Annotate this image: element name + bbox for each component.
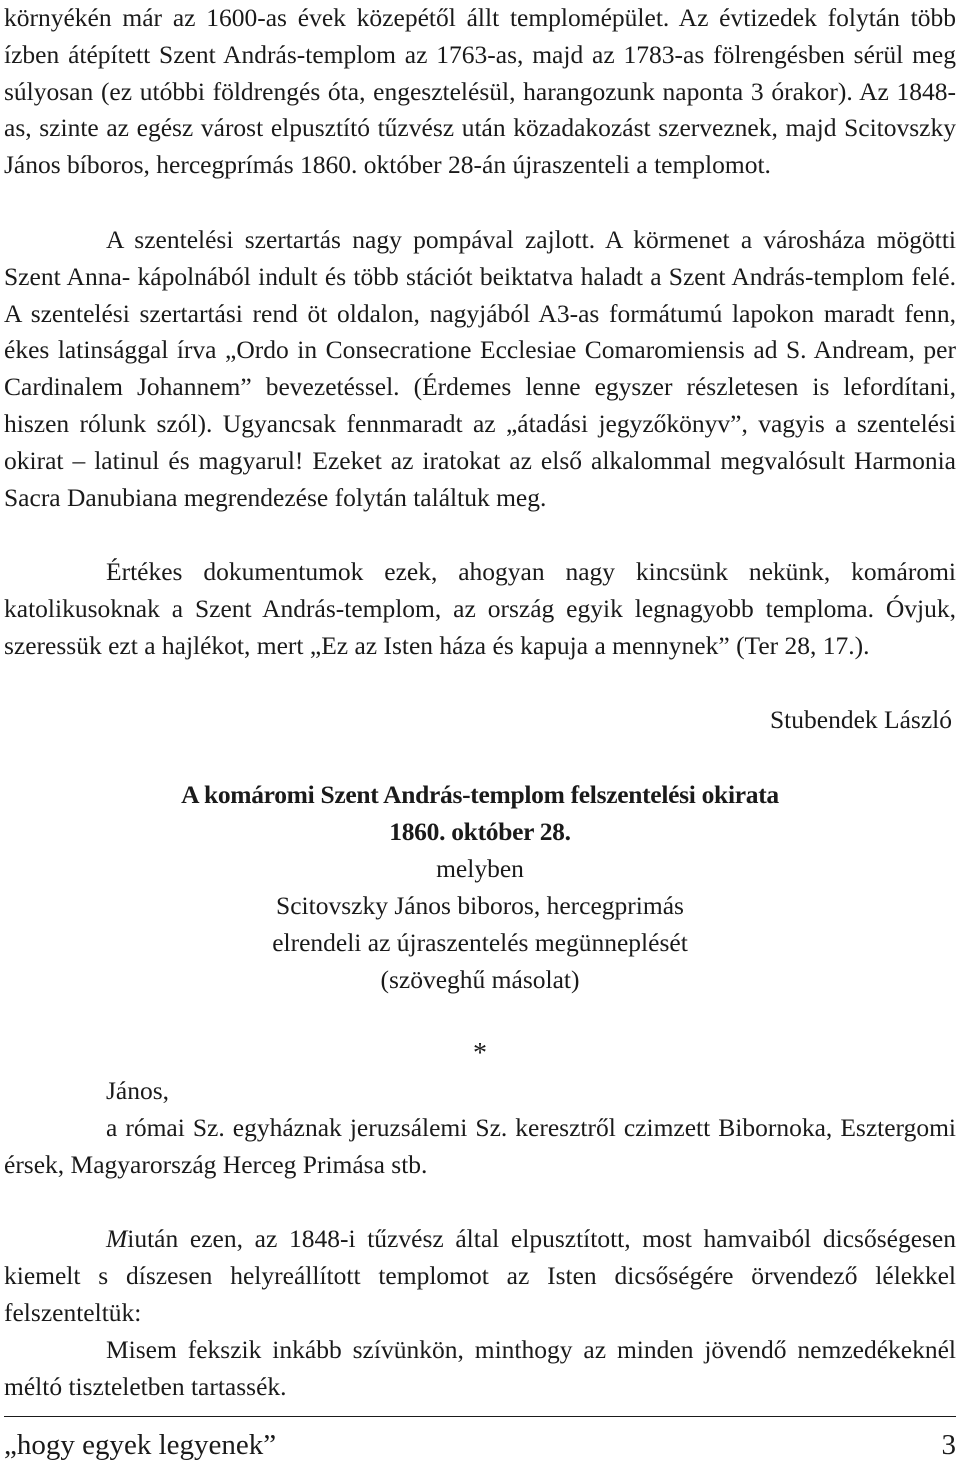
footer-divider (4, 1416, 956, 1417)
salutation: János, (106, 1076, 170, 1105)
intro-paragraph-2: A szentelési szertartás nagy pompával zajlott. A körmenet a városháza mögötti Szent Anna- kápolnából indult és több stációt beiktatva haladt a Szent András-templom felé. A szentelési szertartási rend öt oldalon, nagyjából A3-as formátumú lapokon maradt fenn, ékes latinsággal írva „Ordo in Consecratione Ecclesiae Comaromiensis ad S. Andream, per Cardinalem Johannem” bevezetéssel. (Érdemes lenne egyszer részletesen is lefordítani, hiszen rólunk szól). Ugyancsak fennmaradt az „átadási jegyzőkönyv”, vagyis a szentelési okirat – latinul és magyarul! Ezeket az iratokat az első alkalommal megvalósult Harmonia Sacra Danubiana megrendezése folytán találtuk meg. (4, 225, 956, 512)
miutan-paragraph (4, 1221, 956, 1331)
author-signature: Stubendek László (770, 705, 952, 734)
drop-initial: M (106, 1224, 128, 1253)
document-subtitle-line-1: melyben (436, 854, 524, 883)
footer-publication-title: „hogy egyek legyenek” (4, 1429, 277, 1461)
document-title: A komáromi Szent András-templom felszentelési okirata (181, 780, 779, 809)
document-subtitle-line-2: Scitovszky János biboros, hercegprimás (276, 891, 684, 920)
intro-paragraph-3: Értékes dokumentumok ezek, ahogyan nagy kincsünk nekünk, komáromi katolikusoknak a Szent András-templom, az ország egyik legnagyobb temploma. Óvjuk, szeressük ezt a hajlékot, mert „Ez az Isten háza és kapuja a mennynek” (Ter 28, 17.). (4, 557, 956, 660)
document-subtitle-line-4: (szöveghű másolat) (380, 965, 580, 994)
document-date: 1860. október 28. (389, 817, 571, 846)
intro-paragraph-1: környékén már az 1600-as évek közepétől állt templomépület. Az évtizedek folytán több ízben átépített Szent András-templom az 1763-as, majd az 1783-as fölrengésben sérül meg súlyosan (ez utóbbi földrengés óta, engesztelésül, harangozunk naponta 3 órakor). Az 1848-as, szinte az egész várost elpusztító tűzvész után közadakozást szerveznek, majd Scitovszky János bíboros, hercegprímás 1860. október 28-án újraszenteli a templomot. (4, 3, 956, 180)
miutan-text: iután ezen, az 1848-i tűzvész által elpusztított, most hamvaiból dicsőségesen kiemelt s díszesen helyreállított templomot az Isten dicsőségére örvendező lélekkel felszenteltük: (4, 1224, 956, 1327)
page-number: 3 (941, 1429, 956, 1461)
misem-paragraph: Misem fekszik inkább szívünkön, minthogy az minden jövendő nemzedékeknél méltó tiszteletben tartassék. (4, 1335, 956, 1401)
titles-paragraph: a római Sz. egyháznak jeruzsálemi Sz. keresztről czimzett Bibornoka, Esztergomi érsek, Magyarország Herceg Primása stb. (4, 1113, 956, 1179)
document-subtitle-line-3: elrendeli az újraszentelés megünneplését (272, 928, 688, 957)
section-separator: * (473, 1038, 487, 1069)
